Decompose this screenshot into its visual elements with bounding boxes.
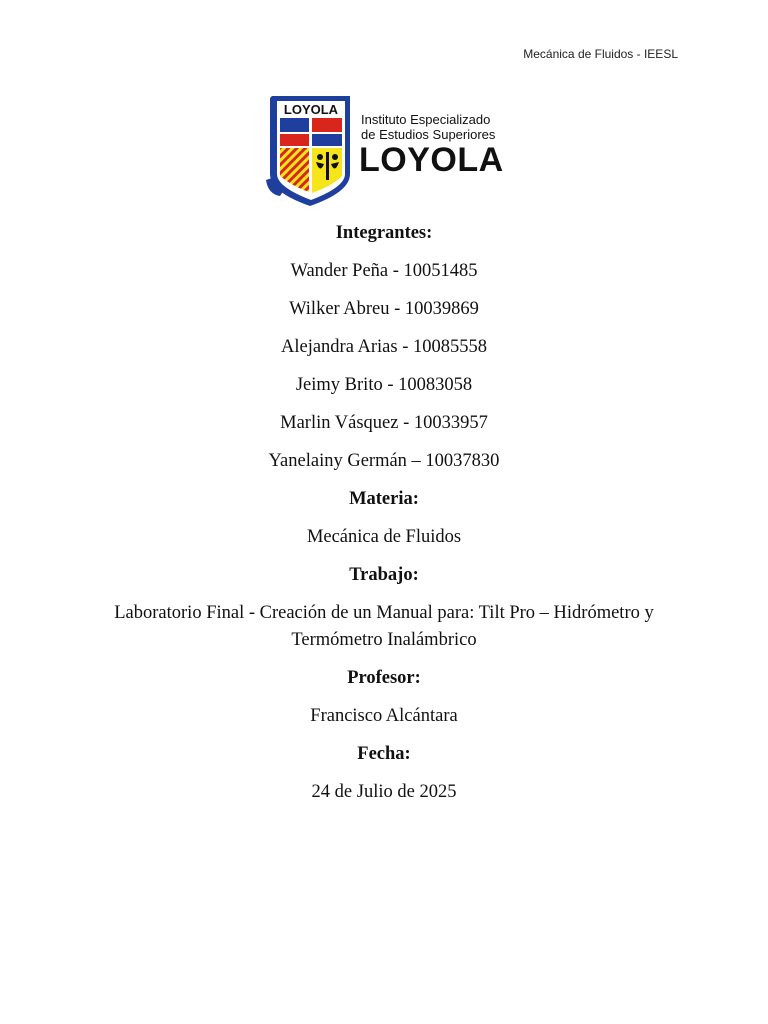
loyola-shield-icon: [264, 94, 356, 210]
fecha-heading: Fecha:: [357, 744, 411, 764]
member-item: Marlin Vásquez - 10033957: [280, 413, 488, 433]
institution-logo: [264, 94, 506, 210]
logo-wordmark: LOYOLA: [359, 141, 504, 179]
trabajo-value: Laboratorio Final - Creación de un Manual para: Tilt Pro – Hidrómetro y Termómetro Inalámbrico: [114, 603, 654, 650]
member-item: Wilker Abreu - 10039869: [289, 299, 479, 319]
profesor-heading: Profesor:: [347, 668, 421, 688]
cover-content: [0, 220, 768, 817]
integrantes-heading: Integrantes:: [335, 223, 433, 243]
member-item: Yanelainy Germán – 10037830: [268, 451, 500, 471]
member-item: Wander Peña - 10051485: [290, 261, 478, 281]
profesor-value: Francisco Alcántara: [310, 706, 458, 726]
running-header: Mecánica de Fluidos - IEESL: [523, 47, 678, 61]
logo-institute-line2: de Estudios Superiores: [361, 127, 496, 142]
fecha-value: 24 de Julio de 2025: [311, 782, 457, 802]
member-item: Alejandra Arias - 10085558: [280, 337, 488, 357]
shield-label: LOYOLA: [283, 102, 339, 117]
materia-heading: Materia:: [349, 489, 419, 509]
trabajo-heading: Trabajo:: [349, 565, 419, 585]
materia-value: Mecánica de Fluidos: [306, 527, 462, 547]
member-item: Jeimy Brito - 10083058: [295, 375, 473, 395]
logo-institute-line1: Instituto Especializado: [361, 112, 491, 127]
